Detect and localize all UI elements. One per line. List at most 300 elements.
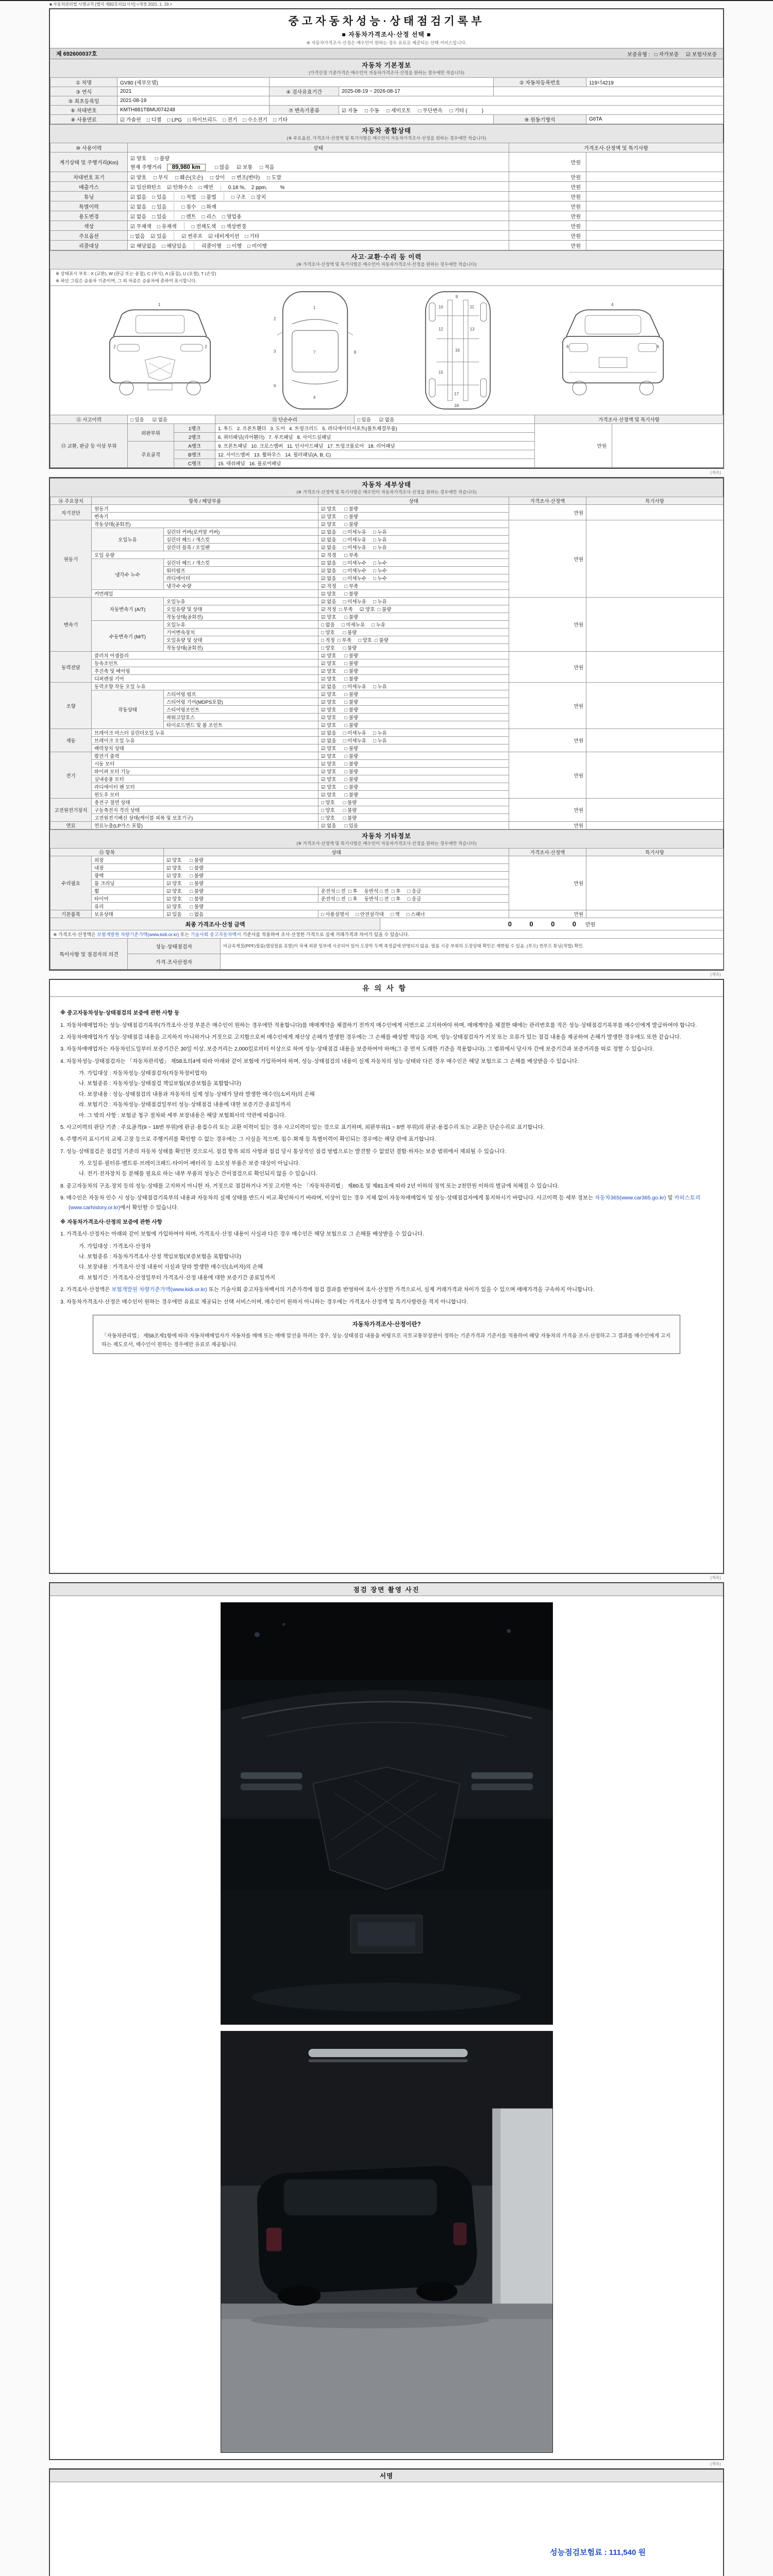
checkbox-group: □ 구조 □ 장치 [224,193,271,200]
part-cell: 워터펌프 [164,567,318,574]
rank-cell: 2랭크 [174,433,215,442]
state-cell: ☑ 양호 □ 불량 [164,895,318,903]
svg-text:4: 4 [313,395,316,400]
state-cell: ☑ 양호 □ 불량 [164,879,509,887]
part-cell: 작동상태(공회전) [164,613,318,621]
legend-line: ※ 하단 그림은 승용차 기준이며, 그 외 차종은 승용차에 준하여 표시합니다. [56,278,197,283]
empty-cell [494,87,724,96]
mileage-prefix: 현재 주행거리 [130,165,162,171]
checkbox-group: □ 전체도색 □ 색상변경 [184,222,251,230]
price-cell: 만원 [509,683,586,729]
svg-text:13: 13 [469,327,475,332]
price-cell: 만원 [509,152,586,172]
price-cell: 만원 [509,505,586,520]
stock-items-cell: □ 사용설명서 □ 안전삼각대 □ 잭 □ 스패너 [318,910,509,918]
estimator-label: 가격·조사산정자 [128,954,221,970]
inspection-fee [550,2547,646,2557]
part-cell: 실내송풍 모터 [92,775,318,783]
inspection-photo-front [221,1602,553,2024]
state-cell: □ 양호 □ 불량 [318,644,509,652]
state-cell: ☑ 적정 □ 부족 ☑ 양호 □ 불량 [318,605,509,613]
document-number: 제 692600037호 [56,51,97,57]
inspection-photo-rear [221,2031,553,2453]
label-cell: 주요골격 [128,442,174,468]
label-cell: ⑫ 단순수리 [215,415,355,424]
part-cell: 변속기 [92,513,318,520]
price-cell: 만원 [509,192,586,201]
state-cell [128,241,509,250]
notice-line: 1. 가격조사·산정자는 아래와 같이 보험에 가입하여야 하며, 가격조사·산정 내용이 사실과 다른 경우 매수인은 해당 보험으로 그 손해를 배상받을 수 있습니다. [60,1231,424,1238]
state-cell: ☑ 없음 □ 있음 [318,822,509,829]
notice-line: 라. 보험기간 : 자동차성능·상태점검일부터 성능·상태점검 내용에 대한 보증기간 종료일까지 [79,1101,291,1108]
rank-cell: B랭크 [174,450,215,459]
svg-text:16: 16 [455,348,460,353]
label-cell: 특별이력 [51,201,128,211]
state-cell [128,211,509,221]
notice-line: 5. 사고이력의 판단 기준 : 주요골격(9 ~ 18번 부위)에 판금·용접수리 또는 교환 이력이 있는 경우 사고이력이 있는 것으로 표기하며, 외판부위(1 ~ 8번 부위)의 판금·용접수리 또는 교환은 단순수리로 표기합니다. [60,1124,545,1130]
notice-body [50,997,723,1573]
section-overall-header [50,124,723,143]
item-cell: 작동상태 [92,690,164,729]
notice-line: 3. 자동차가격조사·산정은 매수인이 원하는 경우에만 유료로 제공되는 선택 서비스이며, 매수인이 원하지 아니하는 경우에는 가격조사·산정액 및 특기사항란을 적지 아니합니다. [60,1298,468,1305]
final-price-label: 최종 가격조사·산정 금액 [51,918,380,930]
notice-line: 2. 가격조사·산정액은 보험개발원 차량기준가액(www.kidi.or.kr) 또는 기술사회 중고자동차백서의 기준가격에 점검 결과를 반영하여 조사·산정한 가격으로서, 실제 거래가격과 차이가 있을 수 있으며 매매가격을 구속하지 아니합니다. [60,1286,595,1293]
section-title: 서명 [379,2472,394,2480]
etc-info-table [50,848,724,918]
part-cell: 원동기 [92,505,318,513]
notice-line: ※ 중고자동차성능·상태점검의 보증에 관한 사항 등 [60,1010,180,1016]
part-cell: 발전기 출력 [92,752,318,760]
basis-text: 또는 [179,932,191,938]
state-cell: ☑ 없음 □ 미세누유 □ 누유 [318,737,509,744]
label-cell: ③ 연식 [51,87,117,96]
state-cell: ☑ 양호 □ 불량 [164,903,509,910]
basis-text: 기준서를 적용하여 조사·산정한 가격으로 실제 거래가격과 차이가 있을 수 있습니다. [241,932,409,938]
page-top-rule [0,0,773,1]
note-cell [586,172,724,182]
part-cell: 스티어링조인트 [164,706,318,714]
note-cell [586,201,724,211]
checkbox-group: ☑ 가솔린 □ 디젤 □ LPG □ 하이브리드 □ 전기 □ 수소전기 □ 기타 [117,115,494,124]
value-cell: 2025-08-19 ~ 2026-08-17 [339,87,494,96]
part-cell: 배력장치 상태 [92,744,318,752]
section-etc-header [50,829,723,849]
notice-line: 가. 가입대상 : 자동차성능·상태점검자(자동차정비업자) [79,1070,207,1077]
state-cell: ☑ 양호 □ 불량 [318,513,509,520]
amount-unit: 만원 [585,922,596,928]
part-cell: 오일누유 [164,621,318,629]
checkbox-group: ☑ 해당없음 □ 해당있음 [130,243,187,249]
price-cell: 만원 [509,729,586,752]
value-cell: 119너4219 [586,78,724,87]
part-cell: 실린더 커버(로커암 커버) [164,528,318,536]
notice-line: 7. 성능·상태점검은 점검일 기준의 자동차 상태를 확인한 것으로서, 점검 항목 외의 사항과 점검 당시 통상적인 점검 방법으로는 발견할 수 없었던 결함·하자는 보증 범위에서 제외될 수 있습니다. [60,1148,507,1155]
checkbox-group: □ 없음 ☑ 있음 [130,233,167,240]
label-cell: ⑤ 최초등록일 [51,96,117,106]
estimator-opinion [221,954,724,970]
svg-text:11: 11 [469,304,474,310]
final-price-table [50,918,724,970]
svg-text:1: 1 [158,302,161,308]
note-cell [586,241,724,250]
checkbox-group: □ 있음 ☑ 없음 [128,415,215,424]
notice-line: 다. 보장내용 : 성능·상태점검의 내용과 자동차의 실제 성능·상태가 달라 발생한 매수인(소비자)의 손해 [79,1091,315,1097]
state-cell [128,221,509,231]
group-cell: 기본품목 [51,910,92,918]
page-subtitle-note: ※ 자동차가격조사·산정은 매수인이 원하는 경우 유료로 제공되는 선택 서비스입니다. [306,40,467,45]
rank-cell: 1랭크 [174,424,215,433]
gauge-state: ☑ 양호 □ 불량 [130,156,170,162]
value-cell: 2021 [117,87,270,96]
part-cell: 실린더 블록 / 오일팬 [164,544,318,551]
note-cell [586,182,724,192]
state-cell: ☑ 양호 □ 불량 [318,752,509,760]
svg-text:18: 18 [453,403,459,409]
svg-text:3: 3 [274,349,276,354]
inspector-opinion: 비금속재질(PPF)필름(랩핑필름 포함)이 차체 외판 일부에 시공되어 있어 도장막 두께 측정값에 반영되지 않음. 필름 시공 부위의 도장상태 확인은 제한될 수 있음. (루프) 썬루프 튜닝(적법) 확인. [221,939,724,954]
column-header: 가격조사·산정액 [509,497,586,505]
definition-box-title: 자동차가격조사·산정이란? [352,1321,421,1328]
notice-line: 나. 전기·전자장치 등 분해를 필요로 하는 내부 부품의 성능은 간이점검으로 확인되지 않을 수 있습니다. [79,1171,318,1177]
part-cell: 고전원전기배선 상태(케이블 피복 및 보호기구) [92,814,318,822]
label-cell: 계기상태 및 주행거리(Km) [51,152,128,172]
device-group-cell: 조향 [51,683,92,729]
label-cell: ⑨ 원동기형식 [494,115,586,124]
continue-marker: (계속) [710,2462,721,2467]
note-cell [586,520,724,598]
item-cell: 오일누유 [92,528,164,551]
note-cell [586,231,724,241]
value-cell: G6TA [586,115,724,124]
label-cell: 외판부위 [128,424,174,442]
price-cell: 만원 [509,221,586,231]
label-cell: ⑦ 변속기종류 [270,106,339,115]
state-cell: ☑ 양호 □ 불량 [318,721,509,729]
part-cell: 냉각수 수량 [164,582,318,590]
state-cell: ☑ 없음 □ 미세누유 □ 누유 [318,544,509,551]
label-cell: 용도변경 [51,211,128,221]
column-header: 가격조사·산정액 및 특기사항 [509,143,724,152]
label-cell: 보유상태 [92,910,164,918]
item-cell: 수동변속기 (M/T) [92,621,164,652]
checkbox-group: □ 있음 ☑ 없음 [355,415,535,424]
section-detail-header [50,478,723,497]
part-cell: 오일유량 및 상태 [164,636,318,644]
state-cell: ☑ 없음 □ 미세누수 □ 누수 [318,574,509,582]
warranty-type: 보증유형 : □ 자가보증 ☑ 보험사보증 [627,52,717,58]
basis-text: ※ 가격조사·산정액은 [53,932,97,938]
label-cell: 주요옵션 [51,231,128,241]
document-header [50,9,723,48]
state-cell: ☑ 없음 □ 미세누유 □ 누유 [318,683,509,690]
note-cell [586,152,724,172]
car-diagrams [50,285,723,415]
part-cell: 스티어링 기어(MDPS포함) [164,698,318,706]
position-cell: 운전석 □ 전 □ 후 동반석 □ 전 □ 후 □ 응급 [318,887,509,895]
checkbox-group: ☑ 없음 □ 있음 [130,214,167,220]
part-cell: 라디에이터 [164,574,318,582]
part-cell: 구동축전지 격리 상태 [92,806,318,814]
whitebook-link: 기술사회 중고자동차백서 [190,932,241,938]
empty-cell [270,96,724,106]
part-cell: 브레이크 오일 누유 [92,737,318,744]
state-cell: ☑ 양호 □ 불량 [318,744,509,752]
state-cell: ☑ 없음 □ 미세누수 □ 누수 [318,559,509,567]
state-cell: ☑ 양호 □ 불량 [318,590,509,598]
part-cell: 오일유량 및 상태 [164,605,318,613]
note-cell [586,856,724,910]
mileage-state-cell [128,152,509,172]
price-cell: 만원 [509,201,586,211]
continue-marker: (계속) [710,1575,721,1581]
document-number-band [50,48,723,59]
note-cell [612,424,724,468]
svg-text:9: 9 [455,294,458,299]
price-cell: 만원 [535,424,612,468]
state-cell: ☑ 양호 □ 불량 [164,856,509,864]
part-cell: 파워고압호스 [164,714,318,721]
label-cell: 타이어 [92,895,164,903]
state-cell: □ 양호 □ 불량 [318,806,509,814]
price-cell: 만원 [509,172,586,182]
state-cell [128,192,509,201]
item-cell: 냉각수 누수 [92,559,164,590]
page-title: 중고자동차성능·상태점검기록부 [288,15,485,27]
empty-cell [270,78,494,87]
label-cell: 휠 [92,887,164,895]
checkbox-group: ☑ 썬루프 ☑ 네비게이션 □ 기타 [174,232,264,240]
state-cell: ☑ 양호 □ 불량 [318,675,509,683]
part-cell: 클러치 어셈블리 [92,652,318,659]
column-header: 상태 [164,849,509,856]
section-note: (가격산정 기준가격은 매수인이 자동차가격조사·산정을 원하는 경우에만 적습니다) [309,70,464,75]
price-cell: 만원 [509,182,586,192]
section-title: 자동차 기본정보 [362,62,411,69]
notice-lines [60,1008,713,1307]
svg-text:12: 12 [438,327,443,332]
state-cell: ☑ 양호 □ 불량 [318,783,509,791]
price-cell: 만원 [509,752,586,799]
rank-cell: A랭크 [174,442,215,450]
label-cell: 외장 [92,856,164,864]
checkbox-group: ☑ 일산화탄소 ☑ 탄화수소 □ 매연 [130,184,213,191]
price-cell: 만원 [509,799,586,822]
state-cell: ☑ 양호 □ 불량 [318,659,509,667]
svg-text:8: 8 [354,350,357,355]
state-cell: ☑ 양호 □ 불량 [318,791,509,799]
note-cell [586,683,724,729]
section-accident-header [50,250,723,269]
state-cell: ☑ 없음 □ 미세누유 □ 누유 [318,598,509,605]
car-diagram-top-icon [267,288,363,413]
label-cell: ④ 검사유효기간 [270,87,339,96]
note-cell [586,799,724,822]
label-cell: 내장 [92,864,164,872]
part-cell: 연료누출(LP가스 포함) [92,822,318,829]
note-cell [586,752,724,799]
rank-cell: C랭크 [174,459,215,468]
checkbox-group: ☑ 없음 □ 있음 [130,204,167,210]
value-cell: 2021-08-19 [117,96,270,106]
part-cell: 스티어링 펌프 [164,690,318,698]
legend-line: ※ 상태표시 부호 : X (교환), W (판금 또는 용접), C (부식), A (흠집), U (요철), T (손상) [56,271,216,276]
label-cell: 배출가스 [51,182,128,192]
checkbox-group: ☑ 양호 □ 부식 □ 훼손(오손) □ 상이 □ 변조(변타) □ 도말 [130,175,282,181]
mileage-level: □ 많음 ☑ 보통 □ 적음 [210,165,275,171]
photo-section-title: 점검 장면 촬영 사진 [50,1583,723,1596]
price-cell: 만원 [509,822,586,829]
part-cell: 작동상태(공회전) [164,644,318,652]
notice-line: 9. 매수인은 자동차 인수 시 성능·상태점검기록부의 내용과 자동차의 실제 상태를 반드시 비교·확인하시기 바라며, 이상이 있는 경우 지체 없이 자동차매매업자 및 성능·상태점검자에게 통지하시기 바랍니다. 사고이력 등 세부 정보는 자동차365(www.car365.go.kr) 및 카히스토리(www.carhistory.or.kr)에서 확인할 수 있습니다. [60,1195,701,1211]
signature-header [50,2469,723,2482]
special-note-label: 특이사항 및 점검자의 의견 [51,939,128,970]
main-info-block [49,8,724,469]
checkbox-group: □ 침수 □ 화재 [174,202,221,210]
note-cell [586,729,724,752]
part-cell: 기어변속장치 [164,629,318,636]
svg-text:6: 6 [657,344,659,349]
section-note: (※ 가격조사·산정액 및 특기사항은 매수인이 자동차가격조사·산정을 원하는 경우에만 적습니다) [296,489,477,495]
notice-line: 2. 자동차매매업자가 성능·상태점검 내용을 고지하지 아니하거나 거짓으로 고지함으로써 매수인에게 재산상 손해가 발생한 경우에는 그 손해를 배상할 책임을 지며, 성능·상태점검자가 거짓 또는 오류가 있는 점검 내용을 제공하여 손해가 발생한 경우에도 또한 같습니다. [60,1033,681,1040]
column-header: 상태 [128,143,509,152]
price-cell: 만원 [509,211,586,221]
state-cell: ☑ 양호 □ 불량 [318,690,509,698]
fee-value: 111,540 원 [609,2548,646,2557]
part-cell: 윈도우 모터 [92,791,318,799]
part-cell: 브레이크 마스터 실린더오일 누유 [92,729,318,737]
note-cell [586,598,724,652]
device-group-cell: 변속기 [51,598,92,652]
state-cell: ☑ 없음 □ 미세누수 □ 누수 [318,567,509,574]
label-cell: 튜닝 [51,192,128,201]
svg-text:2: 2 [205,344,207,349]
state-cell: ☑ 양호 □ 불량 [318,652,509,659]
state-cell: ☑ 양호 □ 불량 [318,768,509,775]
checkbox-group: ☑ 자동 □ 수동 □ 세미오토 □ 무단변속 □ 기타 ( ) [339,106,724,115]
part-cell: 타이로드엔드 및 볼 조인트 [164,721,318,729]
detail-state-block [49,477,724,971]
column-header: ⑮ 항목 [51,849,164,856]
price-cell: 만원 [509,910,586,918]
state-cell: □ 적정 □ 부족 □ 양호 □ 불량 [318,636,509,644]
note-cell [586,211,724,221]
amount-digits: 0 0 0 0 [508,920,578,928]
part-cell: 충전구 절연 상태 [92,799,318,806]
label-cell: ⑪ 사고이력 [51,415,128,424]
notice-line: 나. 보험종류 : 자동차가격조사·산정 책임보험(보증보험을 포함합니다) [79,1253,241,1260]
column-header: 가격조사·산정액 [509,849,586,856]
section-title: 자동차 세부상태 [362,481,411,489]
section-note: (※ 가격조사·산정액 및 특기사항은 매수인이 자동차가격조사·산정을 원하는 경우에만 적습니다) [296,262,477,267]
price-cell: 만원 [509,231,586,241]
label-cell: ⑧ 사용연료 [51,115,117,124]
column-header: ⑭ 주요장치 [51,497,92,505]
state-cell: ☑ 없음 □ 미세누유 □ 누유 [318,536,509,544]
label-cell: ⑬ 교환, 판금 등 이상 부위 [51,424,128,468]
state-cell: ☑ 양호 □ 불량 [318,760,509,768]
state-cell [128,172,509,182]
inspector-label: 성능·상태점검자 [128,939,221,954]
device-group-cell: 고전원전기장치 [51,799,92,822]
svg-text:17: 17 [453,392,459,397]
svg-text:10: 10 [438,304,443,310]
part-cell: 오일누유 [164,598,318,605]
notice-line: ※ 자동차가격조사·산정의 보증에 관한 사항 [60,1218,162,1225]
device-group-cell: 자기진단 [51,505,92,520]
note-cell [586,822,724,829]
final-price-amount [380,918,724,930]
state-cell: ☑ 양호 □ 불량 [318,706,509,714]
basic-info-table [50,77,724,124]
notice-line: 4. 자동차성능·상태점검자는 「자동차관리법」 제58조의4에 따라 아래와 같이 보험에 가입하여야 하며, 성능·상태점검의 내용이 실제 자동차의 성능·상태와 다른 경우 매수인은 해당 보험으로 그 손해를 배상받을 수 있습니다. [60,1058,579,1064]
price-definition-box [93,1315,680,1354]
state-cell: ☑ 적정 □ 부족 [318,551,509,559]
notice-line: 나. 보험종류 : 자동차성능·상태점검 책임보험(보증보험을 포함합니다) [79,1080,241,1087]
label-cell: 유리 [92,903,164,910]
device-group-cell: 전기 [51,752,92,799]
note-cell [586,221,724,231]
label-cell: ⑥ 차대번호 [51,106,117,115]
rank-items: 1. 후드 2. 프론트휀더 3. 도어 4. 트렁크리드 5. 라디에이터서포트(볼트체결부품) [215,424,535,433]
part-cell: 와이퍼 모터 기능 [92,768,318,775]
state-cell: ☑ 있음 □ 없음 [164,910,318,918]
notice-block [49,979,724,1574]
column-header: ⑩ 사용이력 [51,143,128,152]
column-header: 가격조사·산정액 및 특기사항 [535,415,724,424]
notice-title: 유의사항 [50,980,723,997]
label-cell: 광택 [92,872,164,879]
column-header: 상태 [318,497,509,505]
price-cell: 만원 [509,241,586,250]
state-cell: ☑ 양호 □ 불량 [318,698,509,706]
car-diagram-underbody-icon [410,288,506,413]
symbol-legend [50,269,723,286]
state-cell [128,201,509,211]
part-cell: 커먼레일 [92,590,318,598]
section-note: (※ 가격조사·산정액 및 특기사항은 매수인이 자동차가격조사·산정을 원하는 경우에만 적습니다) [296,841,477,846]
notice-line: 다. 보장내용 : 가격조사·산정 내용이 사실과 달라 발생한 매수인(소비자)의 손해 [79,1264,263,1270]
notice-line: 라. 보험기간 : 가격조사·산정일부터 가격조사·산정 내용에 대한 보증기간 종료일까지 [79,1274,276,1281]
detail-state-table [50,497,724,829]
form-reference: ■ 자동차관리법 시행규칙 [별지 제82호의11서식] <개정 2021. 1. 19.> [49,2,173,7]
svg-text:15: 15 [438,370,443,375]
value-cell: KMTH881TBMU074248 [117,106,270,115]
label-cell: ① 차명 [51,78,117,87]
checkbox-group: ☑ 무채색 □ 유채색 [130,224,177,230]
note-cell [586,652,724,683]
mileage-value: 89,980 km [167,164,206,171]
svg-text:4: 4 [611,302,614,308]
state-cell: ☑ 양호 □ 불량 [164,872,509,879]
notice-line: 8. 중고자동차의 구조·장치 등의 성능·상태를 고지하지 아니한 자, 거짓으로 점검하거나 거짓 고지한 자는 「자동차관리법」 제80조 및 제81조에 따라 2년 이하의 징역 또는 2천만원 이하의 벌금에 처해질 수 있습니다. [60,1182,559,1189]
fee-label: 성능점검보험료 : [550,2548,609,2557]
state-cell: ☑ 없음 □ 미세누유 □ 누유 [318,729,509,737]
section-title: 자동차 기타정보 [362,833,411,840]
note-cell [586,505,724,520]
notice-line: 3. 자동차매매업자는 자동차인도일부터 보증기간은 30일 이상, 보증거리는 2,000킬로미터 이상으로 하여 성능·상태점검 내용을 보증하여야 하며(그 중 먼저 도래한 기준을 적용합니다), 그 범위에서 당사자 간에 보증기간과 보증거리를 따로 정할 수 있습니다. [60,1046,654,1053]
overall-state-table [50,143,724,250]
device-group-cell: 원동기 [51,520,92,598]
kidi-link: 보험개발원 차량기준가액(www.kidi.or.kr) [97,932,179,938]
checkbox-group: 리콜이행 □ 이행 □ 미이행 [194,242,272,249]
car-diagram-front-icon [99,292,221,409]
device-group-cell: 동력전달 [51,652,92,683]
value-cell: GV80 (세부모델) [117,78,270,87]
position-cell: 운전석 □ 전 □ 후 동반석 □ 전 □ 후 □ 응급 [318,895,509,903]
section-basic-header [50,59,723,78]
label-cell: ② 자동차등록번호 [494,78,586,87]
photo-block [49,1582,724,2460]
